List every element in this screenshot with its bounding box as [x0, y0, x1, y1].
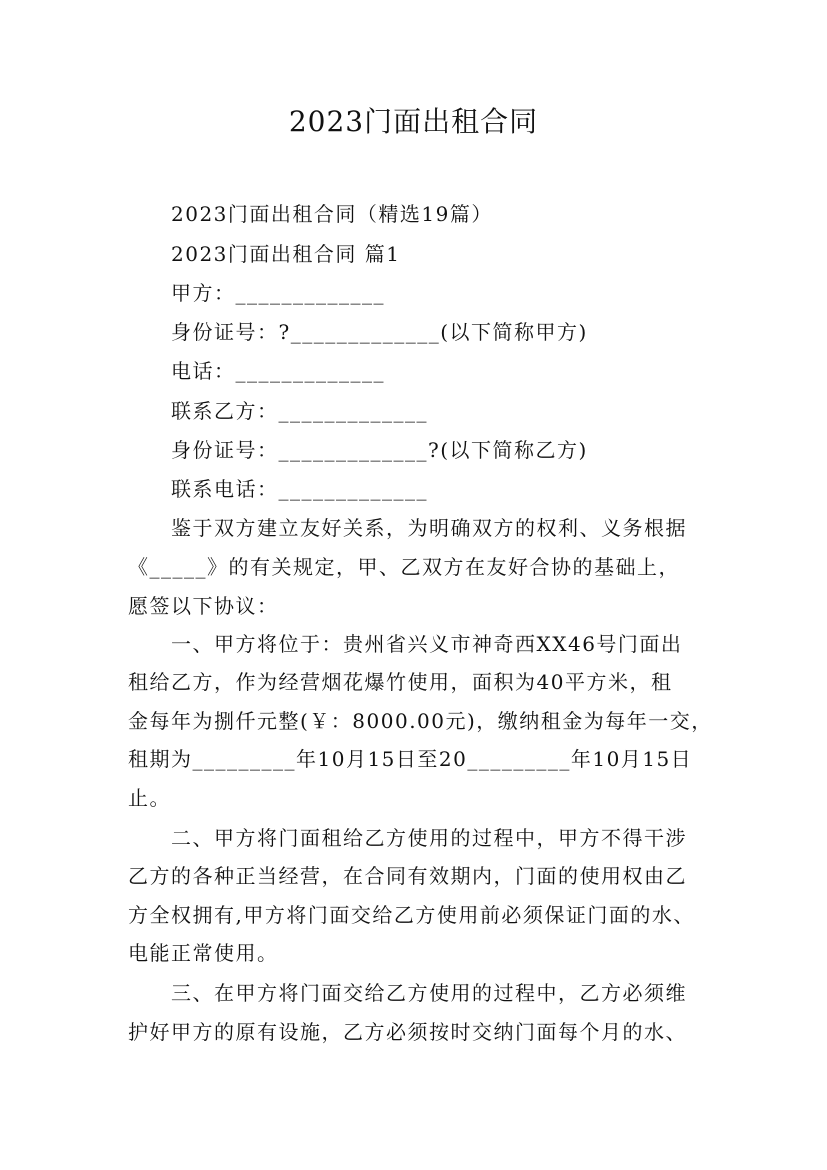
clause-2-line: 方全权拥有,甲方将门面交给乙方使用前必须保证门面的水、: [128, 903, 695, 927]
clause-1-line: 租期为_________年10月15日至20_________年10月15日: [128, 747, 693, 771]
clause-3-line: 三、在甲方将门面交给乙方使用的过程中，乙方必须维: [171, 981, 687, 1005]
clause-1-line: 金每年为捌仟元整(￥：8000.00元)，缴纳租金为每年一交，: [128, 709, 713, 733]
party-a-field: 甲方：_____________: [171, 281, 385, 305]
intro-line: 《_____》的有关规定，甲、乙双方在友好合协的基础上，: [128, 555, 680, 579]
id-b-field: 身份证号：_____________?(以下简称乙方): [171, 438, 588, 462]
clause-2-line: 二、甲方将门面租给乙方使用的过程中，甲方不得干涉: [171, 826, 687, 850]
clause-1-line: 止。: [128, 786, 171, 810]
clause-3-line: 护好甲方的原有设施，乙方必须按时交纳门面每个月的水、: [128, 1020, 687, 1044]
party-b-field: 联系乙方：_____________: [171, 399, 428, 423]
clause-1-line: 租给乙方，作为经营烟花爆竹使用，面积为40平方米，租: [128, 670, 673, 694]
id-a-field: 身份证号：?_____________(以下简称甲方): [171, 320, 588, 344]
subtitle: 2023门面出租合同（精选19篇）: [171, 202, 493, 226]
document-title: 2023门面出租合同: [288, 105, 539, 138]
intro-line: 鉴于双方建立友好关系，为明确双方的权利、义务根据: [171, 516, 687, 540]
phone-a-field: 电话：_____________: [171, 359, 385, 383]
phone-b-field: 联系电话：_____________: [171, 477, 428, 501]
clause-2-line: 电能正常使用。: [128, 941, 279, 965]
intro-line: 愿签以下协议：: [128, 594, 279, 618]
section-heading: 2023门面出租合同 篇1: [171, 242, 401, 266]
clause-1-line: 一、甲方将位于：贵州省兴义市神奇西XX46号门面出: [171, 632, 683, 656]
clause-2-line: 乙方的各种正当经营，在合同有效期内，门面的使用权由乙: [128, 864, 687, 888]
